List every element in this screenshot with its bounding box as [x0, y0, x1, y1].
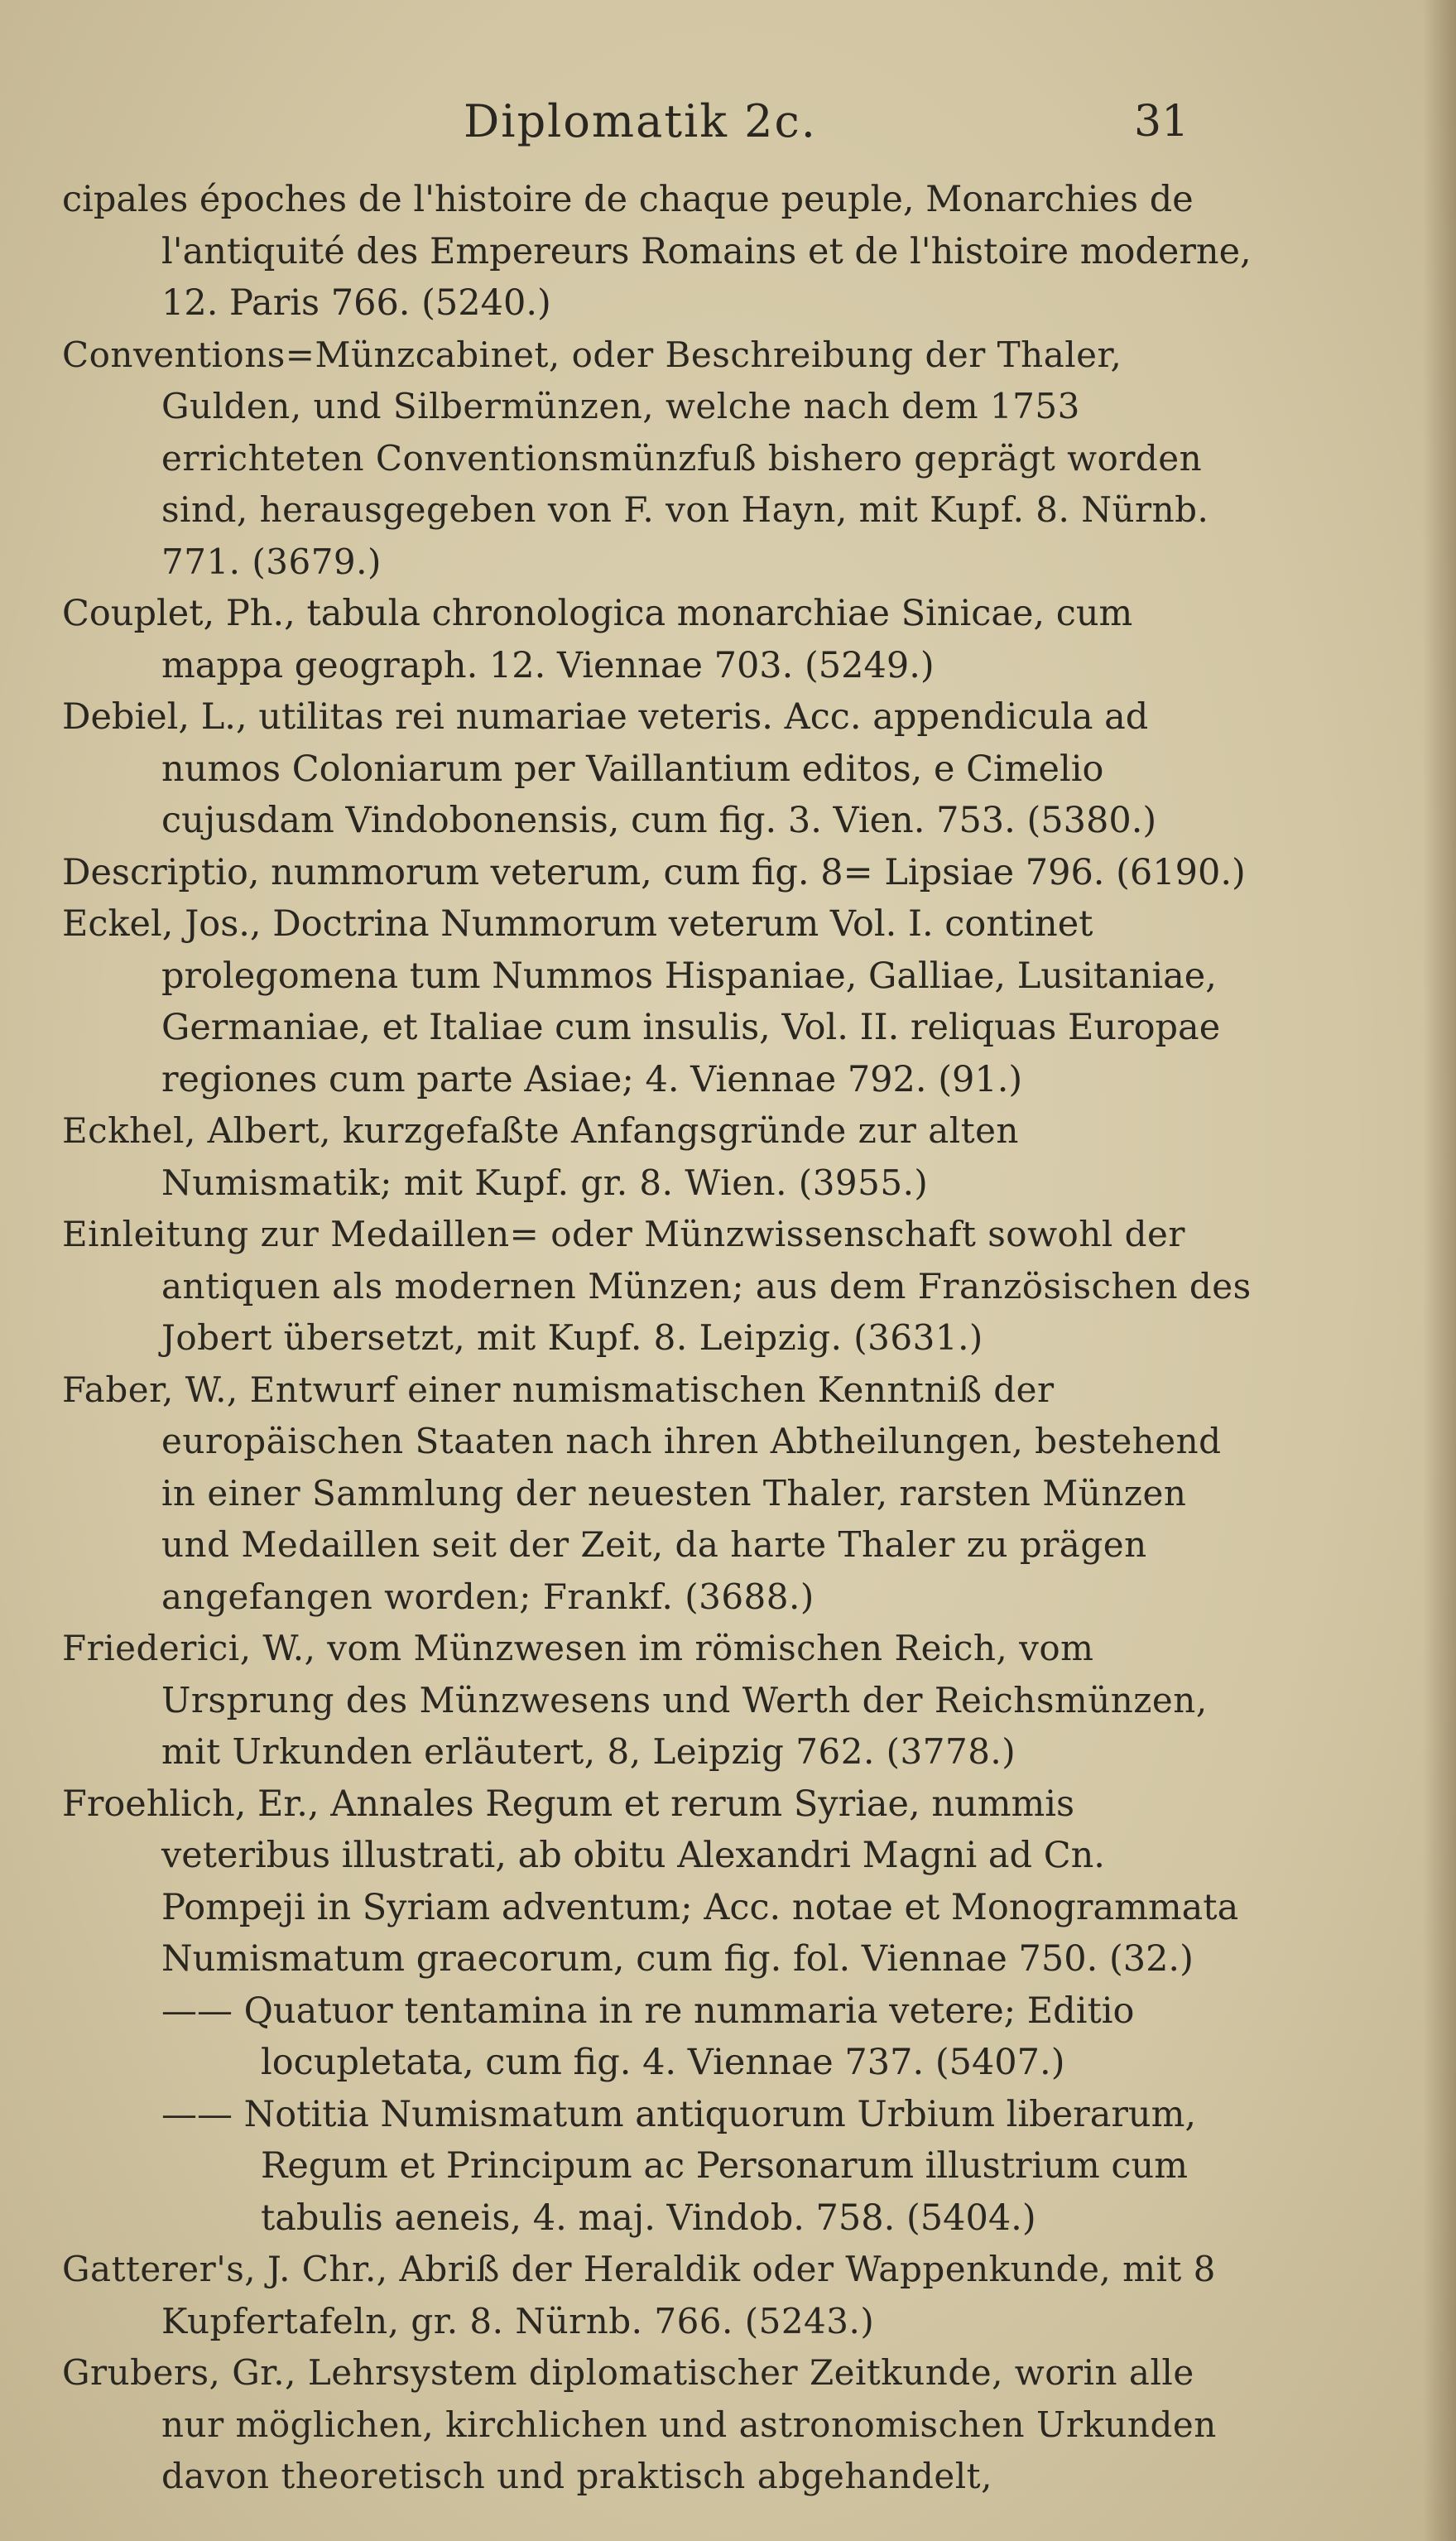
entry-8: Einleitung zur Medaillen= oder Münzwissenschaft sowohl der antiquen als modernen Münzen; aus dem Französischen des Jobert übersetzt, mit Kupf. 8. Leipzig. (3631.) [62, 1214, 1252, 1358]
entry-15: Grubers, Gr., Lehrsystem diplomatischer Zeitkunde, worin alle nur möglichen, kirchlichen und astronomischen Urkunden davon theoretisch und praktisch abgehandelt, [62, 2352, 1217, 2496]
entry-2: Conventions=Münzcabinet, oder Beschreibung der Thaler, Gulden, und Silbermünzen, welche nach dem 1753 errichteten Conventionsmünzfuß bishero geprägt worden sind, herausgegeben von F. von Hayn, mit Kupf. 8. Nürnb. 771. (3679.) [62, 334, 1209, 582]
page-number: 31 [1134, 97, 1189, 147]
entry-9: Faber, W., Entwurf einer numismatischen Kenntniß der europäischen Staaten nach ihren Abtheilungen, bestehend in einer Sammlung der neuesten Thaler, rarsten Münzen und Medaillen seit der Zeit, da harte Thaler zu prägen angefangen worden; Frankf. (3688.) [62, 1369, 1222, 1617]
entry-12: —— Quatuor tentamina in re nummaria vetere; Editio locupletata, cum fig. 4. Viennae 737. (5407.) [161, 1990, 1135, 2083]
entry-13: —— Notitia Numismatum antiquorum Urbium liberarum, Regum et Principum ac Personarum illustrium cum tabulis aeneis, 4. maj. Vindob. 758. (5404.) [161, 2093, 1197, 2239]
entry-10: Friederici, W., vom Münzwesen im römischen Reich, vom Ursprung des Münzwesens und Werth der Reichsmünzen, mit Urkunden erläutert, 8, Leipzig 762. (3778.) [62, 1628, 1208, 1772]
entry-1: cipales époches de l'histoire de chaque peuple, Monarchies de l'antiquité des Empereurs Romains et de l'histoire moderne, 12. Paris 766. (5240.) [62, 179, 1252, 324]
entry-4: Debiel, L., utilitas rei numariae veteris. Acc. appendicula ad numos Coloniarum per Vaillantium editos, e Cimelio cujusdam Vindobonensis, cum fig. 3. Vien. 753. (5380.) [62, 696, 1157, 841]
bibliography-list [62, 174, 1254, 2503]
entry-5: Descriptio, nummorum veterum, cum fig. 8= Lipsiae 796. (6190.) [62, 851, 1246, 893]
entry-6: Eckel, Jos., Doctrina Nummorum veterum Vol. I. continet prolegomena tum Nummos Hispaniae, Galliae, Lusitaniae, Germaniae, et Italiae cum insulis, Vol. II. reliquas Europae regiones cum parte Asiae; 4. Viennae 792. (91.) [62, 903, 1221, 1100]
entry-11: Froehlich, Er., Annales Regum et rerum Syriae, nummis veteribus illustrati, ab obitu Alexandri Magni ad Cn. Pompeji in Syriam adventum; Acc. notae et Monogrammata Numismatum graecorum, cum fig. fol. Viennae 750. (32.) [62, 1783, 1239, 1980]
entry-3: Couplet, Ph., tabula chronologica monarchiae Sinicae, cum mappa geograph. 12. Viennae 703. (5249.) [62, 593, 1133, 686]
running-head: Diplomatik 2c. [464, 95, 817, 147]
entry-7: Eckhel, Albert, kurzgefaßte Anfangsgründe zur alten Numismatik; mit Kupf. gr. 8. Wien. (3955.) [62, 1110, 1019, 1203]
entry-14: Gatterer's, J. Chr., Abriß der Heraldik oder Wappenkunde, mit 8 Kupfertafeln, gr. 8. Nürnb. 766. (5243.) [62, 2249, 1216, 2341]
page-header [0, 87, 1456, 161]
